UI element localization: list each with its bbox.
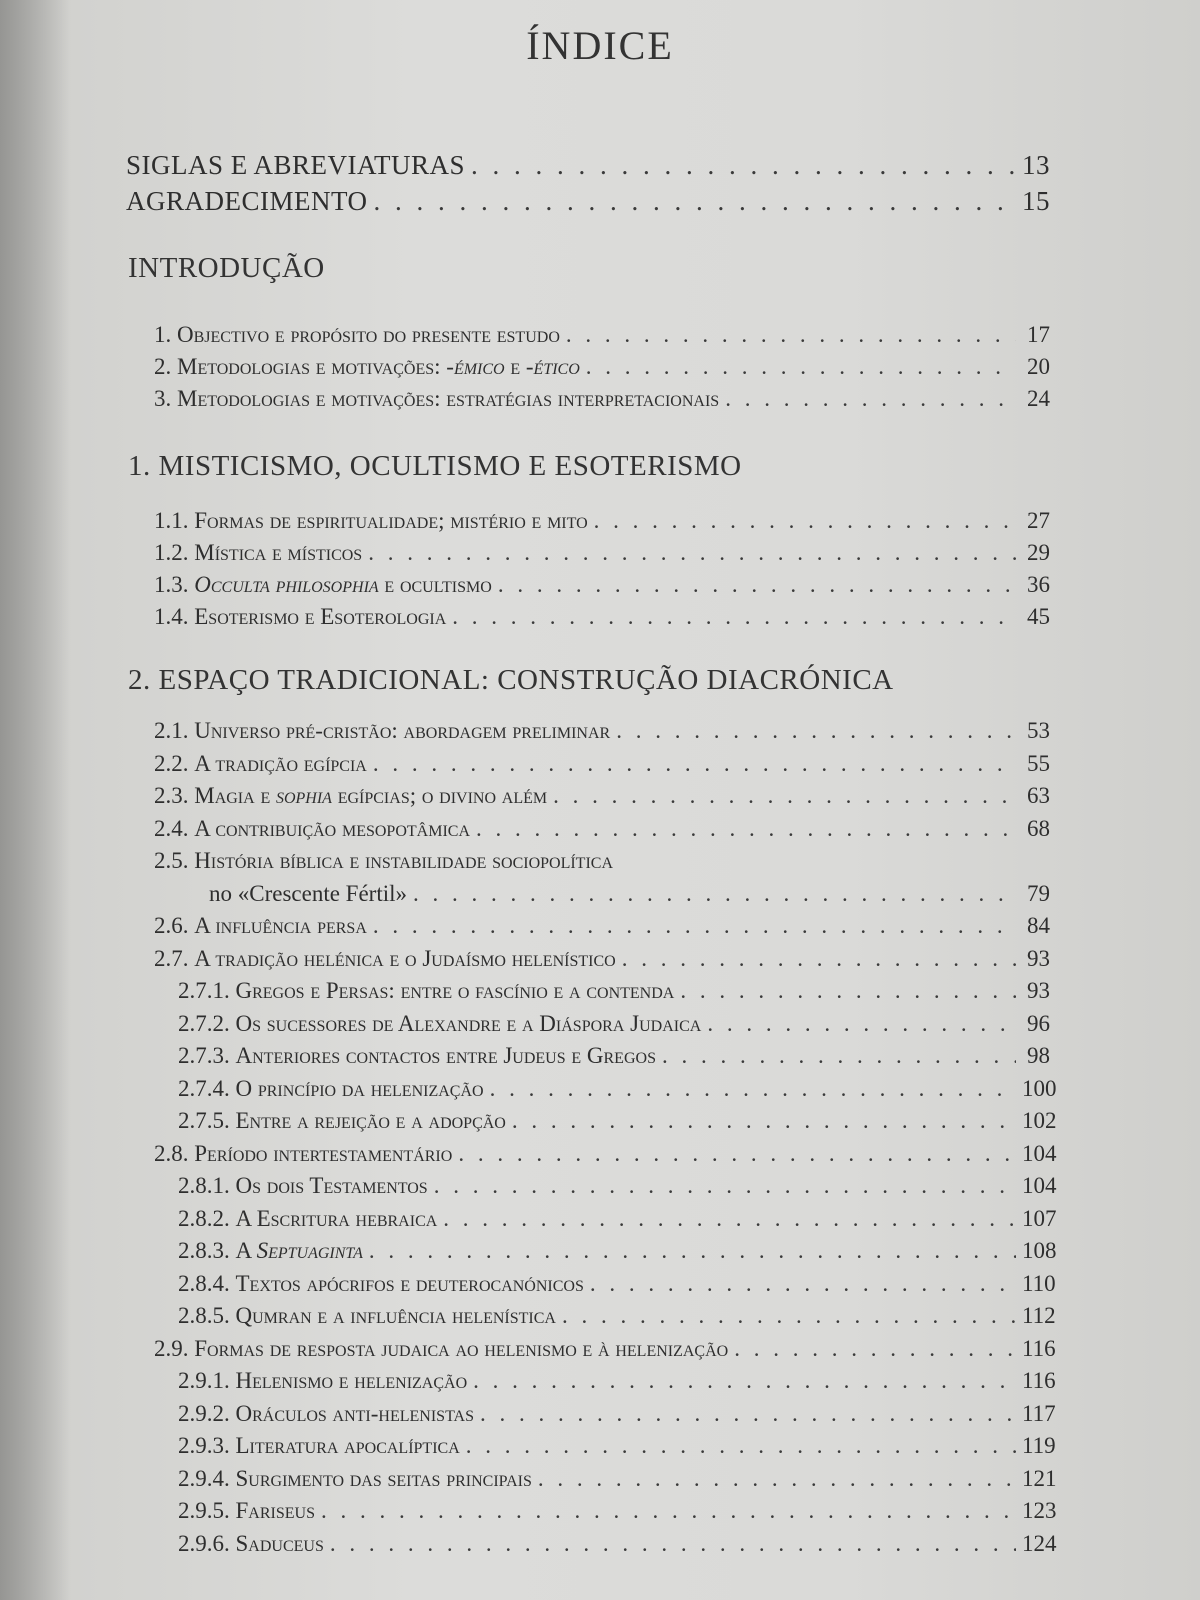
- toc-label: Helenismo e helenização: [235, 1368, 468, 1393]
- toc-label: Qumran e a influência helenística: [235, 1303, 556, 1328]
- toc-page: 45: [1027, 604, 1050, 629]
- toc-entry: [154, 572, 1050, 604]
- toc-page: 93: [1027, 978, 1050, 1003]
- leader-dots: [373, 913, 1016, 939]
- toc-label: Metodologias e motivações:: [177, 354, 447, 379]
- toc-number: 2.8.3.: [178, 1238, 230, 1263]
- toc-number: 2.6.: [154, 913, 189, 938]
- toc-label: Os dois Testamentos: [235, 1173, 428, 1198]
- toc-label: Anteriores contactos entre Judeus e Gregos: [235, 1043, 656, 1068]
- section-heading: INTRODUÇÃO: [128, 252, 325, 284]
- toc-label: A tradição helénica e o Judaísmo helenístico: [194, 945, 616, 971]
- toc-entry: [178, 1498, 1057, 1530]
- toc-number: 2.9.4.: [178, 1465, 230, 1491]
- toc-label: Entre a rejeição e a adopção: [235, 1108, 506, 1133]
- toc-page: 104: [1022, 1173, 1057, 1198]
- toc-label: e ocultismo: [378, 572, 492, 597]
- toc-entry: [178, 1205, 1057, 1238]
- leader-dots: [734, 1336, 1016, 1362]
- leader-dots: [553, 783, 1016, 809]
- toc-entry: [154, 848, 1050, 880]
- toc-entry: [178, 978, 1050, 1010]
- toc-entry: [178, 1530, 1057, 1563]
- toc-entry: [154, 718, 1050, 750]
- toc-label: Objectivo e propósito do presente estudo: [177, 322, 560, 347]
- toc-number: 1.4.: [154, 604, 189, 629]
- leader-dots: [586, 354, 1016, 380]
- toc-label: Formas de resposta judaica ao helenismo e à helenização: [194, 1335, 729, 1361]
- toc-number: 2.9.5.: [178, 1498, 230, 1523]
- leader-dots: [452, 604, 1016, 630]
- toc-label: O princípio da helenização: [235, 1075, 484, 1101]
- toc-label: AGRADECIMENTO: [126, 186, 368, 216]
- toc-page: 13: [1022, 150, 1050, 180]
- toc-entry: [178, 1238, 1057, 1270]
- toc-entry: [178, 1270, 1056, 1303]
- toc-entry: [154, 946, 1050, 978]
- toc-number: 2.7.: [154, 945, 189, 971]
- toc-entry: [126, 186, 1050, 218]
- toc-label: A tradição egípcia: [194, 750, 367, 776]
- toc-number: 2.4.: [154, 815, 189, 841]
- leader-dots: [321, 1498, 1016, 1524]
- leader-dots: [680, 978, 1016, 1004]
- toc-number: 2.8.2.: [178, 1205, 230, 1231]
- toc-label: Mística e místicos: [194, 540, 363, 565]
- toc-label: SIGLAS E ABREVIATURAS: [126, 150, 466, 180]
- leader-dots: [434, 1173, 1016, 1199]
- leader-dots: [443, 1206, 1016, 1232]
- toc-number: 2.7.1.: [178, 978, 230, 1003]
- toc-page: 107: [1022, 1205, 1057, 1231]
- toc-label: Metodologias e motivações: estratégias interpretacionais: [177, 386, 720, 411]
- toc-entry: [154, 354, 1050, 386]
- leader-dots: [594, 508, 1016, 534]
- leader-dots: [473, 1368, 1016, 1394]
- toc-entry-continuation: [209, 881, 1050, 913]
- toc-page: 24: [1027, 386, 1050, 411]
- toc-number: 2.1.: [154, 718, 189, 743]
- toc-number: 2.9.3.: [178, 1433, 230, 1458]
- toc-entry: [126, 150, 1050, 182]
- toc-entry: [178, 1303, 1056, 1335]
- toc-entry: [154, 751, 1050, 783]
- leader-dots: [466, 1433, 1016, 1459]
- toc-page: 116: [1022, 1335, 1056, 1361]
- toc-page: 55: [1027, 750, 1050, 776]
- leader-dots: [373, 751, 1016, 777]
- toc-number: 3.: [154, 386, 172, 411]
- leader-dots: [566, 322, 1016, 348]
- leader-dots: [512, 1108, 1016, 1134]
- leader-dots: [562, 1303, 1016, 1329]
- leader-dots: [330, 1531, 1016, 1557]
- toc-number: 2.3.: [154, 783, 189, 808]
- leader-dots: [369, 1238, 1016, 1264]
- toc-label: Fariseus: [235, 1498, 315, 1523]
- toc-entry: [178, 1043, 1050, 1075]
- toc-number: 1.1.: [154, 508, 189, 533]
- toc-number: 2.9.: [154, 1335, 189, 1361]
- toc-label: A contribuição mesopotâmica: [194, 815, 470, 841]
- toc-label: Os sucessores de Alexandre e a Diáspora Judaica: [235, 1010, 702, 1036]
- toc-page: 17: [1027, 322, 1050, 347]
- section-heading: 1. MISTICISMO, OCULTISMO E ESOTERISMO: [128, 450, 742, 482]
- toc-page: 29: [1027, 540, 1050, 565]
- toc-label: Universo pré-cristão: abordagem preliminar: [194, 718, 611, 743]
- toc-entry: [154, 913, 1050, 945]
- toc-label: no «Crescente Fértil»: [209, 880, 408, 906]
- leader-dots: [458, 1141, 1016, 1167]
- toc-label: Saduceus: [235, 1530, 324, 1556]
- leader-dots: [590, 1271, 1016, 1297]
- toc-entry: [178, 1173, 1057, 1205]
- toc-number: 2.7.4.: [178, 1075, 230, 1101]
- toc-entry: [154, 508, 1050, 540]
- toc-number: 2.5.: [154, 848, 189, 873]
- toc-label: História bíblica e instabilidade sociopolítica: [194, 848, 614, 873]
- toc-page: 53: [1027, 718, 1050, 743]
- toc-page: 108: [1022, 1238, 1057, 1263]
- toc-label: Oráculos anti-helenistas: [235, 1400, 475, 1426]
- leader-dots: [498, 572, 1016, 598]
- toc-page: 102: [1022, 1108, 1057, 1133]
- toc-page: 124: [1022, 1530, 1057, 1556]
- toc-entry: [178, 1368, 1056, 1400]
- toc-page: 121: [1022, 1465, 1057, 1491]
- toc-number: 2.7.2.: [178, 1010, 230, 1036]
- toc-label: Textos apócrifos e deuterocanónicos: [235, 1270, 584, 1296]
- toc-number: 1.2.: [154, 540, 189, 565]
- leader-dots: [538, 1466, 1016, 1492]
- toc-page: 15: [1022, 186, 1050, 216]
- page-shadow: [0, 0, 70, 1600]
- leader-dots: [662, 1043, 1016, 1069]
- toc-entry: [154, 816, 1050, 848]
- toc-page: 36: [1027, 572, 1050, 597]
- toc-label: A Escritura hebraica: [235, 1205, 438, 1231]
- toc-number: 2.: [154, 354, 172, 379]
- toc-number: 2.8.1.: [178, 1173, 230, 1198]
- toc-page: 116: [1022, 1368, 1056, 1393]
- toc-number: 2.7.5.: [178, 1108, 230, 1133]
- toc-number: 2.7.3.: [178, 1043, 230, 1068]
- toc-entry: [154, 604, 1050, 636]
- toc-page: 63: [1027, 783, 1050, 808]
- toc-page: 27: [1027, 508, 1050, 533]
- toc-label: Formas de espiritualidade; mistério e mito: [194, 508, 588, 533]
- toc-entry: [178, 1433, 1056, 1465]
- toc-label: Magia e: [194, 783, 276, 808]
- leader-dots: [622, 946, 1016, 972]
- toc-label: Período intertestamentário: [194, 1140, 453, 1166]
- toc-entry: [154, 1140, 1057, 1173]
- toc-page: 93: [1027, 945, 1050, 971]
- toc-label: Gregos e Persas: entre o fascínio e a contenda: [235, 978, 675, 1003]
- toc-page: 123: [1022, 1498, 1057, 1523]
- toc-label-italic: Occulta philosophia: [194, 572, 379, 597]
- toc-entry: [178, 1075, 1057, 1108]
- toc-page: 79: [1027, 880, 1050, 906]
- toc-label: e: [504, 354, 526, 379]
- toc-label-italic: sophia: [275, 783, 332, 808]
- toc-page: 119: [1022, 1433, 1056, 1458]
- toc-number: 2.8.5.: [178, 1303, 230, 1328]
- toc-page: 96: [1027, 1010, 1050, 1036]
- toc-number: 1.: [154, 322, 172, 347]
- toc-label: egípcias; o divino além: [331, 783, 548, 808]
- toc-label: Esoterismo e Esoterologia: [194, 604, 447, 629]
- toc-page: 20: [1027, 354, 1050, 379]
- toc-label-italic: -ético: [525, 354, 580, 379]
- toc-number: 2.2.: [154, 750, 189, 776]
- toc-number: 2.9.2.: [178, 1400, 230, 1426]
- toc-entry: [154, 783, 1050, 815]
- toc-label: Literatura apocalíptica: [235, 1433, 460, 1458]
- leader-dots: [471, 150, 1016, 181]
- toc-entry: [178, 1465, 1057, 1498]
- toc-number: 2.8.: [154, 1140, 189, 1166]
- leader-dots: [616, 718, 1016, 744]
- toc-label: Surgimento das seitas principais: [235, 1465, 532, 1491]
- toc-page: 104: [1022, 1140, 1057, 1166]
- toc-entry: [178, 1011, 1050, 1043]
- leader-dots: [725, 386, 1016, 412]
- leader-dots: [368, 540, 1016, 566]
- leader-dots: [476, 816, 1016, 842]
- toc-page: 98: [1027, 1043, 1050, 1068]
- toc-page: 100: [1022, 1075, 1057, 1101]
- page-title: ÍNDICE: [526, 23, 674, 68]
- leader-dots: [707, 1011, 1016, 1037]
- toc-label: A: [235, 1238, 257, 1263]
- toc-label-italic: Septuaginta: [256, 1238, 363, 1263]
- leader-dots: [374, 186, 1017, 217]
- toc-page: 84: [1027, 913, 1050, 938]
- toc-number: 2.8.4.: [178, 1270, 230, 1296]
- toc-entry: [154, 540, 1050, 572]
- leader-dots: [490, 1076, 1016, 1102]
- toc-label: A influência persa: [194, 913, 367, 938]
- toc-page: 112: [1022, 1303, 1056, 1328]
- toc-label-italic: -émico: [446, 354, 505, 379]
- toc-page: 117: [1022, 1400, 1056, 1426]
- toc-number: 1.3.: [154, 572, 189, 597]
- toc-number: 2.9.1.: [178, 1368, 230, 1393]
- leader-dots: [413, 881, 1016, 907]
- toc-entry: [178, 1108, 1057, 1140]
- toc-page: 68: [1027, 815, 1050, 841]
- section-heading: 2. ESPAÇO TRADICIONAL: CONSTRUÇÃO DIACRÓNICA: [128, 664, 894, 696]
- toc-entry: [154, 386, 1050, 418]
- toc-number: 2.9.6.: [178, 1530, 230, 1556]
- toc-page: 110: [1022, 1270, 1056, 1296]
- toc-entry: [154, 1335, 1056, 1368]
- toc-entry: [178, 1400, 1056, 1433]
- leader-dots: [480, 1401, 1016, 1427]
- toc-entry: [154, 322, 1050, 354]
